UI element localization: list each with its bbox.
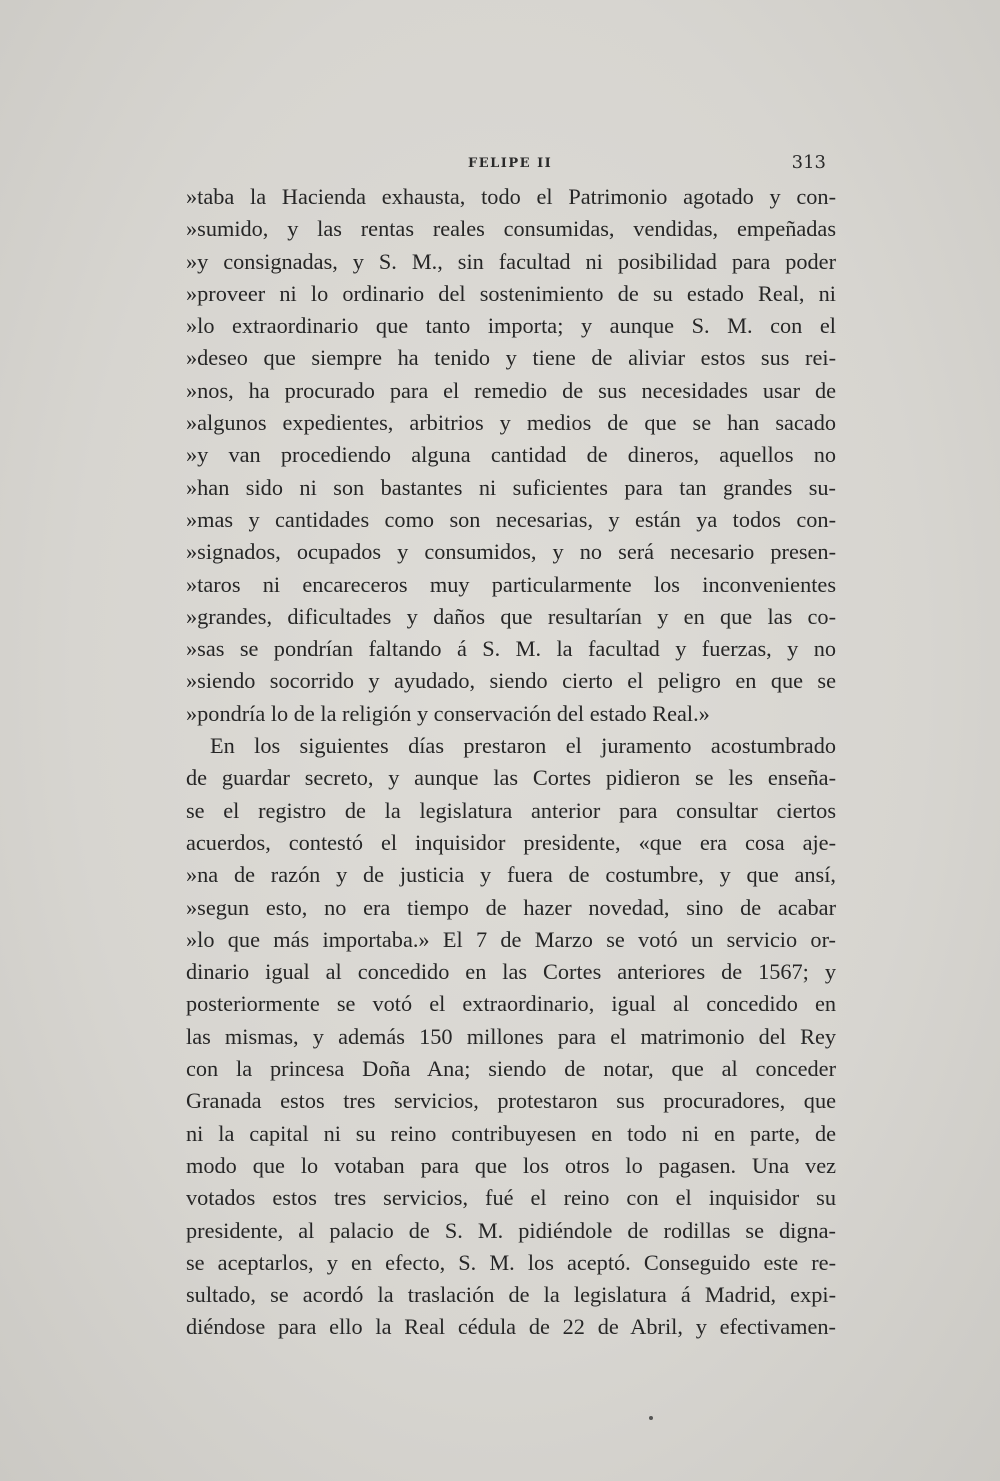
text-line: »sumido, y las rentas reales consumidas, vendidas, empeñadas <box>186 216 836 242</box>
text-line: »sas se pondrían faltando á S. M. la facultad y fuerzas, y no <box>186 636 836 662</box>
text-line: »nos, ha procurado para el remedio de sus necesidades usar de <box>186 377 836 403</box>
text-line: »lo que más importaba.» El 7 de Marzo se votó un servicio or- <box>186 926 836 952</box>
text-line: »taros ni encareceros muy particularmente los inconvenientes <box>186 571 836 597</box>
text-line: »y consignadas, y S. M., sin facultad ni posibilidad para poder <box>186 248 836 274</box>
text-line: »y van procediendo alguna cantidad de dineros, aquellos no <box>186 442 836 468</box>
text-line: presidente, al palacio de S. M. pidiéndole de rodillas se digna- <box>186 1217 836 1243</box>
text-line: »algunos expedientes, arbitrios y medios de que se han sacado <box>186 410 836 436</box>
text-line: »segun esto, no era tiempo de hazer novedad, sino de acabar <box>186 894 836 920</box>
text-line: »taba la Hacienda exhausta, todo el Patrimonio agotado y con- <box>186 184 836 209</box>
text-line: de guardar secreto, y aunque las Cortes pidieron se les enseña- <box>186 765 836 791</box>
text-line: sultado, se acordó la traslación de la legislatura á Madrid, expi- <box>186 1282 836 1308</box>
text-line: votados estos tres servicios, fué el reino con el inquisidor su <box>186 1185 836 1211</box>
text-line: »deseo que siempre ha tenido y tiene de aliviar estos sus rei- <box>186 345 836 371</box>
text-line: modo que lo votaban para que los otros lo pagasen. Una vez <box>186 1152 836 1178</box>
text-line: »na de razón y de justicia y fuera de costumbre, y que ansí, <box>186 862 836 888</box>
text-line: dinario igual al concedido en las Cortes anteriores de 1567; y <box>186 959 836 985</box>
text-line: Granada estos tres servicios, protestaron sus procuradores, que <box>186 1088 836 1114</box>
text-line: »lo extraordinario que tanto importa; y aunque S. M. con el <box>186 313 836 339</box>
page-number: 313 <box>791 152 826 173</box>
text-line: con la princesa Doña Ana; siendo de notar, que al conceder <box>186 1056 836 1082</box>
text-line: »mas y cantidades como son necesarias, y están ya todos con- <box>186 506 836 532</box>
body-text <box>186 181 836 1344</box>
text-line: »siendo socorrido y ayudado, siendo cierto el peligro en que se <box>186 668 836 694</box>
running-head: FELIPE II <box>468 156 553 171</box>
text-line: »han sido ni son bastantes ni suficientes para tan grandes su- <box>186 474 836 500</box>
text-line: »signados, ocupados y consumidos, y no será necesario presen- <box>186 539 836 565</box>
text-line: »proveer ni lo ordinario del sostenimiento de su estado Real, ni <box>186 280 836 306</box>
text-line: las mismas, y además 150 millones para el matrimonio del Rey <box>186 1023 836 1049</box>
text-line: se aceptarlos, y en efecto, S. M. los aceptó. Conseguido este re- <box>186 1249 836 1275</box>
ink-speck <box>649 1416 653 1420</box>
text-line: posteriormente se votó el extraordinario, igual al concedido en <box>186 991 836 1017</box>
text-line: »pondría lo de la religión y conservación del estado Real.» <box>186 700 710 726</box>
text-line: »grandes, dificultades y daños que resultarían y en que las co- <box>186 603 836 629</box>
text-line: ni la capital ni su reino contribuyesen en todo ni en parte, de <box>186 1120 836 1146</box>
page-header <box>186 150 836 174</box>
text-line: diéndose para ello la Real cédula de 22 de Abril, y efectivamen- <box>186 1314 836 1340</box>
text-line: acuerdos, contestó el inquisidor presidente, «que era cosa aje- <box>186 829 836 855</box>
text-line: En los siguientes días prestaron el juramento acostumbrado <box>210 733 836 759</box>
text-line: se el registro de la legislatura anterior para consultar ciertos <box>186 797 836 823</box>
